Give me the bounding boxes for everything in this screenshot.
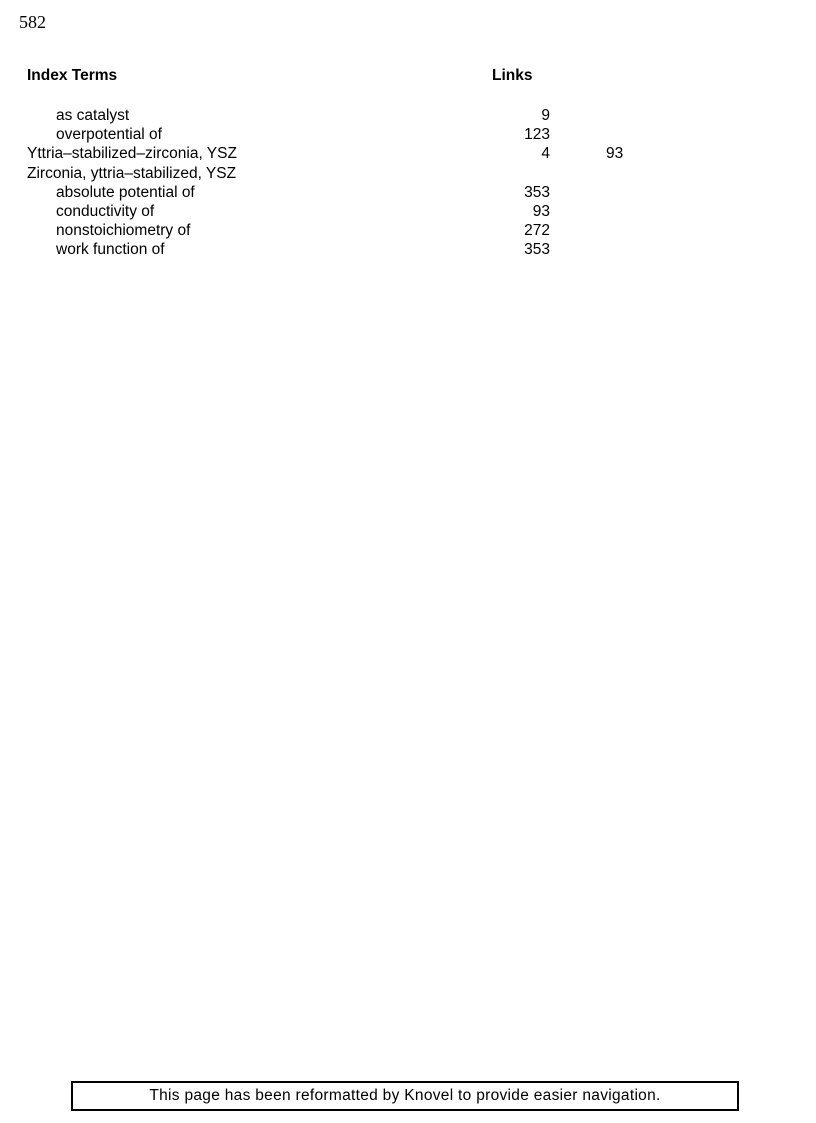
entry-link[interactable]: 272	[524, 222, 550, 240]
index-entry	[0, 221, 816, 240]
index-entry	[0, 125, 816, 144]
index-entry	[0, 164, 816, 183]
index-terms-heading: Index Terms	[27, 67, 118, 84]
entry-term: as catalyst	[56, 107, 130, 124]
entry-link[interactable]: 353	[524, 183, 550, 201]
entry-term: Yttria–stabilized–zirconia, YSZ	[27, 145, 237, 163]
index-entry	[0, 106, 816, 125]
entry-term: conductivity of	[56, 202, 155, 220]
links-heading: Links	[492, 67, 533, 84]
index-entry	[0, 144, 816, 163]
knovel-footer-notice: This page has been reformatted by Knovel to provide easier navigation.	[71, 1081, 739, 1111]
entry-term: overpotential of	[56, 126, 162, 144]
entry-term: Zirconia, yttria–stabilized, YSZ	[27, 164, 237, 182]
entry-term: absolute potential of	[56, 183, 195, 201]
entry-link[interactable]: 4	[541, 145, 550, 163]
entry-term: work function of	[56, 241, 165, 259]
index-entry	[0, 240, 816, 259]
entry-link[interactable]: 9	[541, 107, 550, 124]
entry-term: nonstoichiometry of	[56, 222, 191, 240]
entry-link[interactable]: 123	[524, 126, 550, 144]
index-entries	[0, 106, 816, 260]
index-entry	[0, 183, 816, 202]
index-entry	[0, 202, 816, 221]
index-header	[0, 67, 816, 87]
page-number: 582	[19, 12, 46, 32]
entry-link[interactable]: 93	[606, 145, 624, 163]
entry-link[interactable]: 353	[524, 241, 550, 259]
entry-link[interactable]: 93	[532, 202, 550, 220]
